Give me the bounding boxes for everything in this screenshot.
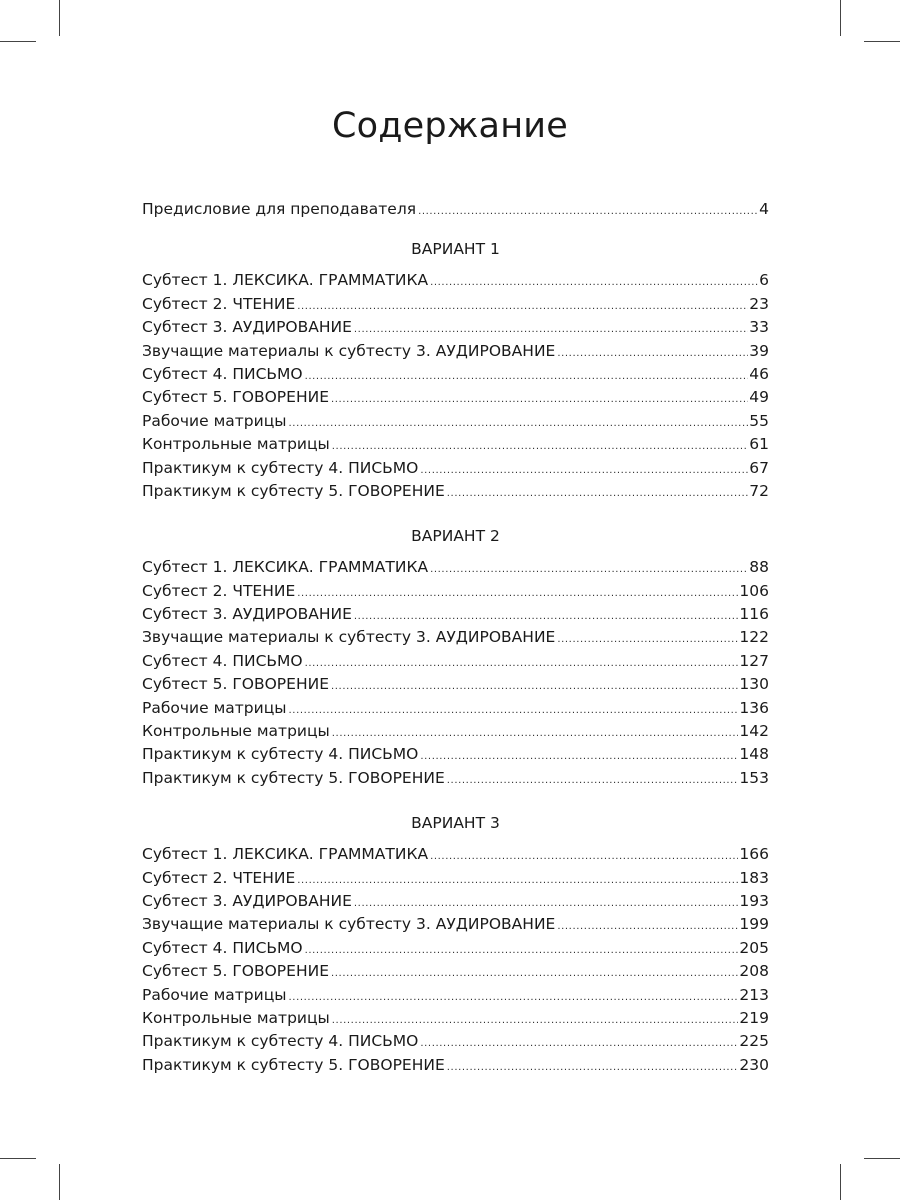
- toc-entry-label: Субтест 3. АУДИРОВАНИЕ: [142, 891, 352, 910]
- toc-entry[interactable]: [142, 433, 769, 456]
- toc-entry-page: 67: [749, 458, 769, 477]
- crop-mark-bottom-right: [840, 1164, 841, 1200]
- variant-heading: ВАРИАНТ 3: [411, 814, 500, 833]
- dot-leader: [289, 699, 739, 720]
- toc-entry-label: Субтест 4. ПИСЬМО: [142, 938, 303, 957]
- crop-mark-bottom-left-h: [0, 1158, 36, 1159]
- dot-leader: [305, 939, 739, 960]
- dot-leader: [297, 869, 738, 890]
- dot-leader: [430, 271, 758, 292]
- toc-entry[interactable]: [142, 843, 769, 866]
- dot-leader: [305, 652, 739, 673]
- toc-entry-page: 6: [759, 271, 769, 290]
- toc-entry-label: Субтест 4. ПИСЬМО: [142, 651, 303, 670]
- toc-entry-page: 23: [749, 294, 769, 313]
- crop-mark-bottom-left: [59, 1164, 60, 1200]
- toc-entry-label: Практикум к субтесту 5. ГОВОРЕНИЕ: [142, 1055, 445, 1074]
- toc-entry-label: Субтест 2. ЧТЕНИЕ: [142, 581, 296, 600]
- toc-entry[interactable]: [142, 1030, 769, 1053]
- toc-entry-label: Рабочие матрицы: [142, 985, 287, 1004]
- toc-entry[interactable]: [142, 673, 769, 696]
- dot-leader: [557, 342, 748, 363]
- toc-entry[interactable]: [142, 937, 769, 960]
- toc-entry-label: Субтест 5. ГОВОРЕНИЕ: [142, 962, 329, 981]
- toc-entry-page: 88: [749, 558, 769, 577]
- dot-leader: [331, 675, 738, 696]
- toc-entry-page: 116: [739, 605, 769, 624]
- toc-entry-label: Рабочие матрицы: [142, 411, 287, 430]
- dot-leader: [305, 365, 749, 386]
- dot-leader: [332, 435, 748, 456]
- dot-leader: [420, 745, 738, 766]
- toc-entry[interactable]: [142, 1007, 769, 1030]
- toc-entry-page: 193: [739, 891, 769, 910]
- toc-entry-page: 61: [749, 435, 769, 454]
- toc-entry-label: Субтест 4. ПИСЬМО: [142, 364, 303, 383]
- crop-mark-top-left-h: [0, 41, 36, 42]
- toc-entry-label: Субтест 3. АУДИРОВАНИЕ: [142, 318, 352, 337]
- dot-leader: [557, 628, 738, 649]
- variant-section-1: [142, 237, 769, 503]
- toc-entry-label: Субтест 2. ЧТЕНИЕ: [142, 294, 296, 313]
- toc-entry-label: Практикум к субтесту 4. ПИСЬМО: [142, 458, 419, 477]
- toc-entry-label: Контрольные матрицы: [142, 435, 330, 454]
- toc-entry-label: Рабочие матрицы: [142, 698, 287, 717]
- toc-entry-label: Практикум к субтесту 4. ПИСЬМО: [142, 745, 419, 764]
- toc-entry[interactable]: [142, 269, 769, 292]
- toc-entry-page: 55: [749, 411, 769, 430]
- toc-entry[interactable]: [142, 340, 769, 363]
- toc-entry-page: 183: [739, 868, 769, 887]
- dot-leader: [331, 388, 748, 409]
- crop-mark-top-right-h: [864, 41, 900, 42]
- toc-entry[interactable]: [142, 743, 769, 766]
- toc-entry-label: Контрольные матрицы: [142, 1008, 330, 1027]
- toc-entry[interactable]: [142, 480, 769, 503]
- dot-leader: [289, 412, 749, 433]
- variant-heading: ВАРИАНТ 2: [411, 527, 500, 546]
- toc-entry[interactable]: [142, 890, 769, 913]
- toc-entry-label: Субтест 1. ЛЕКСИКА. ГРАММАТИКА: [142, 558, 429, 577]
- toc-entry[interactable]: [142, 363, 769, 386]
- toc-entry[interactable]: [142, 984, 769, 1007]
- dot-leader: [297, 295, 748, 316]
- toc-entry[interactable]: [142, 293, 769, 316]
- toc-entry[interactable]: [142, 767, 769, 790]
- toc-entry-label: Субтест 2. ЧТЕНИЕ: [142, 868, 296, 887]
- dot-leader: [447, 1056, 739, 1077]
- toc-entry-page: 49: [749, 388, 769, 407]
- toc-entry-page: 166: [739, 845, 769, 864]
- page-title: Содержание: [332, 106, 568, 146]
- toc-entry[interactable]: [142, 626, 769, 649]
- toc-entry-label: Предисловие для преподавателя: [142, 200, 417, 218]
- dot-leader: [447, 769, 739, 790]
- dot-leader: [354, 605, 739, 626]
- variant-section-2: [142, 524, 769, 790]
- toc-entry-page: 33: [749, 318, 769, 337]
- toc-entry-label: Звучащие материалы к субтесту 3. АУДИРОВАНИЕ: [142, 628, 556, 647]
- toc-entry-page: 142: [739, 722, 769, 741]
- toc-entry-page: 39: [749, 341, 769, 360]
- toc-entry[interactable]: [142, 650, 769, 673]
- toc-entry[interactable]: [142, 960, 769, 983]
- toc-entry-preface[interactable]: [142, 198, 769, 221]
- table-of-contents: [142, 198, 769, 1077]
- toc-entry[interactable]: [142, 457, 769, 480]
- toc-entry-page: 225: [739, 1032, 769, 1051]
- toc-entry-page: 72: [749, 481, 769, 500]
- toc-entry-page: 4: [759, 200, 769, 218]
- toc-entry-label: Субтест 1. ЛЕКСИКА. ГРАММАТИКА: [142, 845, 429, 864]
- toc-entry-page: 130: [739, 675, 769, 694]
- toc-entry-page: 153: [739, 768, 769, 787]
- crop-mark-bottom-right-h: [864, 1158, 900, 1159]
- toc-entry[interactable]: [142, 556, 769, 579]
- dot-leader: [430, 558, 748, 579]
- dot-leader: [420, 459, 748, 480]
- dot-leader: [430, 845, 738, 866]
- dot-leader: [332, 722, 739, 743]
- toc-entry-page: 127: [739, 651, 769, 670]
- toc-entry-page: 122: [739, 628, 769, 647]
- toc-entry-label: Звучащие материалы к субтесту 3. АУДИРОВАНИЕ: [142, 915, 556, 934]
- toc-entry[interactable]: [142, 697, 769, 720]
- toc-entry-page: 213: [739, 985, 769, 1004]
- toc-entry[interactable]: [142, 867, 769, 890]
- toc-entry-label: Практикум к субтесту 5. ГОВОРЕНИЕ: [142, 481, 445, 500]
- toc-entry-label: Звучащие материалы к субтесту 3. АУДИРОВАНИЕ: [142, 341, 556, 360]
- toc-entry-page: 46: [749, 364, 769, 383]
- dot-leader: [418, 200, 758, 221]
- toc-entry-label: Практикум к субтесту 4. ПИСЬМО: [142, 1032, 419, 1051]
- toc-entry-label: Субтест 5. ГОВОРЕНИЕ: [142, 675, 329, 694]
- dot-leader: [354, 892, 739, 913]
- toc-entry[interactable]: [142, 603, 769, 626]
- dot-leader: [297, 582, 738, 603]
- toc-entry[interactable]: [142, 1054, 769, 1077]
- crop-mark-top-left: [59, 0, 60, 36]
- toc-entry-page: 148: [739, 745, 769, 764]
- dot-leader: [557, 915, 738, 936]
- dot-leader: [332, 1009, 739, 1030]
- dot-leader: [354, 318, 748, 339]
- toc-entry[interactable]: [142, 410, 769, 433]
- toc-entry[interactable]: [142, 386, 769, 409]
- toc-entry-label: Субтест 5. ГОВОРЕНИЕ: [142, 388, 329, 407]
- toc-entry-label: Практикум к субтесту 5. ГОВОРЕНИЕ: [142, 768, 445, 787]
- toc-entry-page: 136: [739, 698, 769, 717]
- toc-entry-page: 199: [739, 915, 769, 934]
- toc-entry-label: Субтест 3. АУДИРОВАНИЕ: [142, 605, 352, 624]
- dot-leader: [420, 1032, 738, 1053]
- crop-mark-top-right: [840, 0, 841, 36]
- toc-entry[interactable]: [142, 720, 769, 743]
- toc-entry-page: 230: [739, 1055, 769, 1074]
- toc-entry-page: 106: [739, 581, 769, 600]
- toc-entry-page: 205: [739, 938, 769, 957]
- toc-entry-page: 219: [739, 1008, 769, 1027]
- variant-section-3: [142, 811, 769, 1077]
- toc-entry-label: Контрольные матрицы: [142, 722, 330, 741]
- dot-leader: [331, 962, 738, 983]
- toc-entry-label: Субтест 1. ЛЕКСИКА. ГРАММАТИКА: [142, 271, 429, 290]
- variant-heading: ВАРИАНТ 1: [411, 240, 500, 259]
- toc-entry-page: 208: [739, 962, 769, 981]
- dot-leader: [289, 986, 739, 1007]
- toc-entry[interactable]: [142, 316, 769, 339]
- toc-entry[interactable]: [142, 580, 769, 603]
- toc-entry[interactable]: [142, 913, 769, 936]
- dot-leader: [447, 482, 749, 503]
